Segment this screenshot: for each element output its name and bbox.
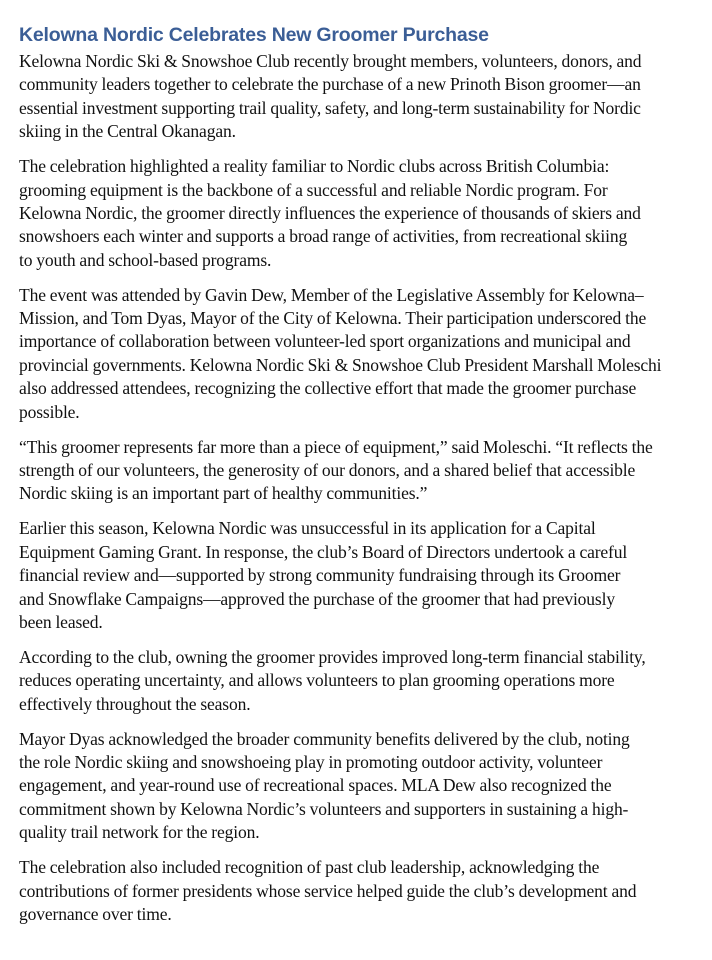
text-line: strength of our volunteers, the generosity of our donors, and a shared belief that accessible — [19, 460, 636, 480]
text-line: skiing in the Central Okanagan. — [19, 121, 236, 142]
text-line: Equipment Gaming Grant. In response, the club’s Board of Directors undertook a careful — [19, 541, 628, 562]
text-line: reduces operating uncertainty, and allows volunteers to plan grooming operations more — [19, 670, 615, 691]
paragraph-community-benefits — [19, 728, 709, 845]
text-line: Mission, and Tom Dyas, Mayor of the City of Kelowna. Their participation underscored the — [19, 308, 647, 329]
text-line: Nordic skiing is an important part of healthy communities.” — [19, 483, 428, 504]
text-line: provincial governments. Kelowna Nordic Ski & Snowshoe Club President Marshall Moleschi — [19, 354, 662, 375]
paragraph-intro — [19, 50, 709, 144]
text-line: the role Nordic skiing and snowshoeing play in promoting outdoor activity, volunteer — [19, 751, 603, 772]
text-line: also addressed attendees, recognizing the collective effort that made the groomer purchase — [19, 378, 637, 399]
text-line: Kelowna Nordic Ski & Snowshoe Club recently brought members, volunteers, donors, and — [19, 51, 642, 71]
text-line: snowshoers each winter and supports a broad range of activities, from recreational skiing — [19, 226, 628, 247]
text-line: grooming equipment is the backbone of a successful and reliable Nordic program. For — [19, 179, 608, 200]
text-line: and Snowflake Campaigns—approved the purchase of the groomer that had previously — [19, 588, 615, 609]
text-line: effectively throughout the season. — [19, 693, 251, 714]
paragraph-quote — [19, 436, 709, 506]
text-line: According to the club, owning the groomer provides improved long-term financial stability, — [19, 646, 646, 667]
text-line: The celebration highlighted a reality familiar to Nordic clubs across British Columbia: — [19, 156, 610, 177]
text-line: possible. — [19, 401, 80, 422]
text-line: Kelowna Nordic, the groomer directly influences the experience of thousands of skiers and — [19, 202, 641, 223]
paragraph-grant — [19, 517, 709, 634]
paragraph-past-leadership — [19, 856, 709, 926]
text-line: to youth and school-based programs. — [19, 249, 272, 270]
text-line: importance of collaboration between volunteer-led sport organizations and municipal and — [19, 331, 631, 352]
text-line: engagement, and year-round use of recreational spaces. MLA Dew also recognized the — [19, 775, 612, 796]
text-line: been leased. — [19, 611, 103, 632]
text-line: Earlier this season, Kelowna Nordic was unsuccessful in its application for a Capital — [19, 518, 596, 539]
text-line: Mayor Dyas acknowledged the broader community benefits delivered by the club, noting — [19, 728, 630, 749]
text-line: essential investment supporting trail quality, safety, and long-term sustainability for Nordic — [19, 97, 641, 118]
paragraph-grooming-backbone — [19, 155, 709, 272]
text-line: commitment shown by Kelowna Nordic’s volunteers and supporters in sustaining a high- — [19, 798, 629, 819]
text-line: contributions of former presidents whose service helped guide the club’s development and — [19, 880, 637, 901]
article — [19, 22, 709, 938]
text-line: community leaders together to celebrate the purchase of a new Prinoth Bison groomer—an — [19, 74, 641, 95]
paragraph-attendees — [19, 284, 709, 424]
text-line: “This groomer represents far more than a piece of equipment,” said Moleschi. “It reflects the — [19, 436, 653, 457]
text-line: governance over time. — [19, 903, 172, 924]
text-line: quality trail network for the region. — [19, 822, 260, 843]
text-line: The event was attended by Gavin Dew, Member of the Legislative Assembly for Kelowna– — [19, 284, 644, 305]
text-line: financial review and—supported by strong community fundraising through its Groomer — [19, 565, 621, 586]
text-line: The celebration also included recognition of past club leadership, acknowledging the — [19, 857, 600, 878]
paragraph-ownership — [19, 646, 709, 716]
article-title: Kelowna Nordic Celebrates New Groomer Purchase — [19, 24, 489, 46]
